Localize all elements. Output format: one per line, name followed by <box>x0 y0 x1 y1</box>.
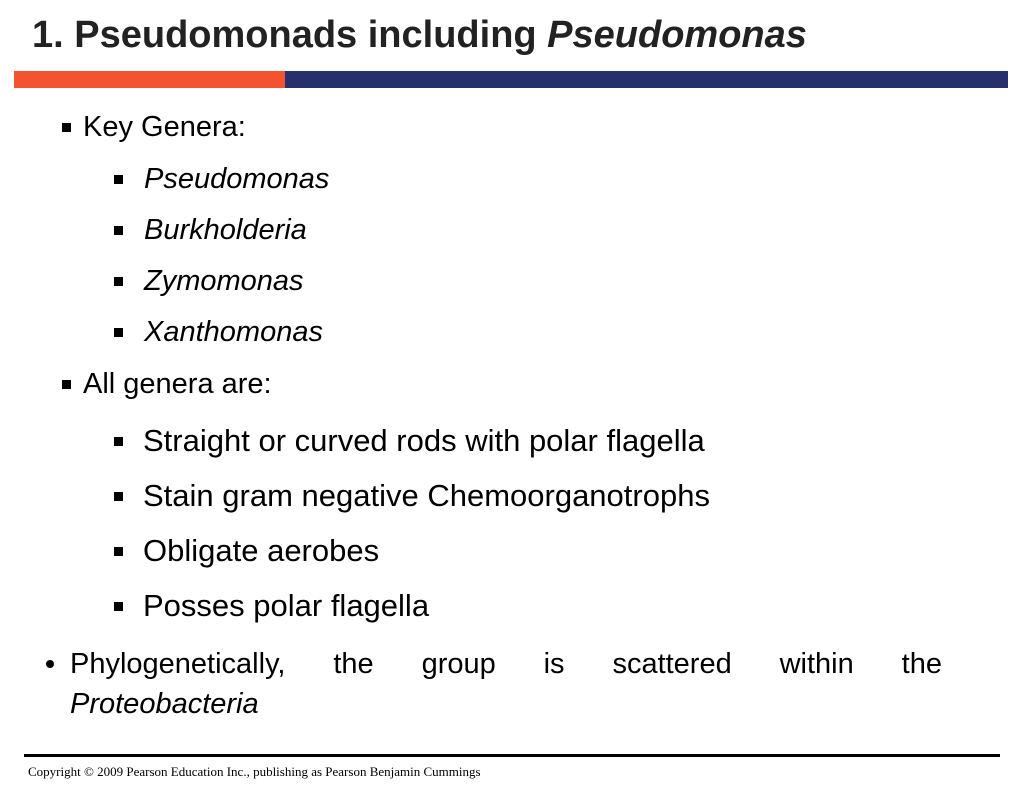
slide-title-italic: Pseudomonas <box>547 14 807 56</box>
phylogeny-word: the <box>333 648 374 680</box>
square-bullet-icon <box>114 547 123 556</box>
trait-text: Obligate aerobes <box>143 533 380 568</box>
genus-item <box>114 214 307 247</box>
square-bullet-icon <box>114 492 123 501</box>
phylogeny-word: within <box>779 648 854 680</box>
trait-text: Posses polar flagella <box>143 588 430 623</box>
phylogeny-word: scattered <box>612 648 732 680</box>
trait-text: Stain gram negative Chemoorganotrophs <box>143 478 710 513</box>
phylogeny-word: is <box>543 648 565 680</box>
phylogeny-line-2: Proteobacteria <box>70 688 259 720</box>
trait-item <box>114 423 705 459</box>
genus-name: Pseudomonas <box>144 163 330 195</box>
footer-rule <box>24 754 1000 757</box>
title-rule-orange <box>14 71 285 88</box>
square-bullet-icon <box>114 602 123 611</box>
phylogeny-line-1 <box>70 644 942 684</box>
genus-name: Burkholderia <box>144 214 307 246</box>
square-bullet-icon <box>62 380 71 389</box>
round-bullet-icon <box>46 660 54 668</box>
trait-text: Straight or curved rods with polar flagella <box>143 423 705 458</box>
genus-name: Xanthomonas <box>144 316 323 348</box>
square-bullet-icon <box>114 328 123 337</box>
square-bullet-icon <box>114 277 123 286</box>
square-bullet-icon <box>114 226 123 235</box>
title-rule-navy <box>285 71 1008 88</box>
phylogeny-bullet <box>46 644 942 724</box>
genus-item <box>114 163 329 196</box>
trait-item <box>114 533 379 569</box>
slide-title <box>32 14 807 57</box>
genus-item <box>114 265 304 298</box>
genus-name: Zymomonas <box>144 265 304 297</box>
bullet-label: All genera are: <box>83 368 272 400</box>
bullet-label: Key Genera: <box>83 111 246 143</box>
phylogeny-word: the <box>901 648 942 680</box>
bullet-all-genera <box>62 368 272 401</box>
bullet-key-genera <box>62 111 246 144</box>
copyright-notice: Copyright © 2009 Pearson Education Inc., publishing as Pearson Benjamin Cummings <box>28 764 481 779</box>
square-bullet-icon <box>114 437 123 446</box>
trait-item <box>114 478 710 514</box>
phylogeny-word: Phylogenetically, <box>70 648 286 680</box>
genus-item <box>114 316 323 349</box>
square-bullet-icon <box>62 123 71 132</box>
phylogeny-word: group <box>421 648 496 680</box>
square-bullet-icon <box>114 175 123 184</box>
trait-item <box>114 588 429 624</box>
slide-title-prefix: 1. Pseudomonads including <box>32 14 548 56</box>
